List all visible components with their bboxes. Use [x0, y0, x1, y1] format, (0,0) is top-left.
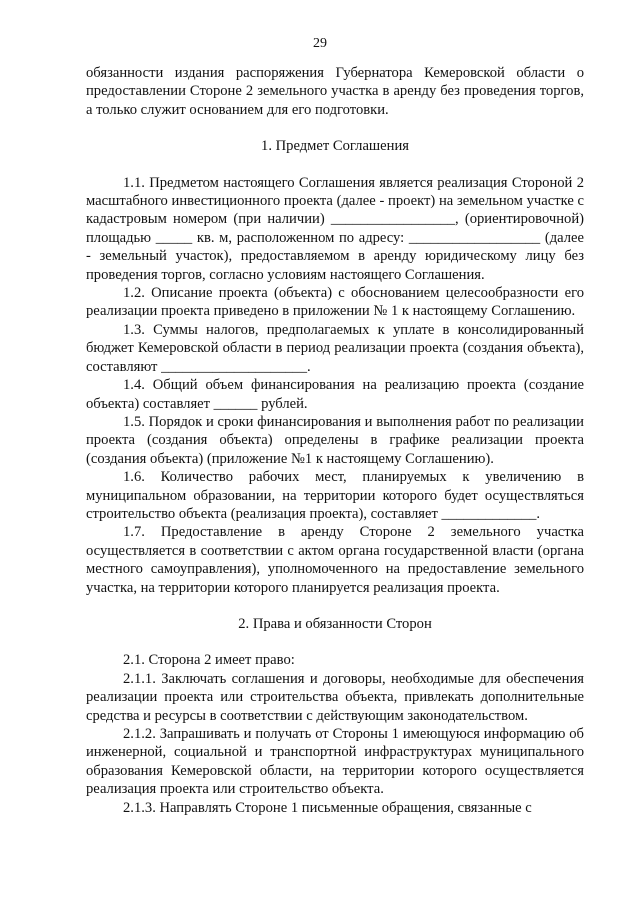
clause-2-1: 2.1. Сторона 2 имеет право:: [123, 652, 295, 669]
clause-1-7: 1.7. Предоставление в аренду Стороне 2 земельного участка осуществляется в соответствии с актом органа государственной власти (органа местного самоуправления), уполномоченного на предоставление земельного участка, на территории которого планируется реализация проекта.: [86, 524, 584, 596]
clause-2-1-3: 2.1.3. Направлять Стороне 1 письменные обращения, связанные с: [123, 799, 532, 816]
page-number: 29: [313, 36, 327, 51]
clause-1-2: 1.2. Описание проекта (объекта) с обоснованием целесообразности его реализации проекта приведено в приложении № 1 к настоящему Соглашению.: [86, 285, 584, 320]
section-2-heading-wrap: [86, 615, 584, 633]
section-1-heading: 1. Предмет Соглашения: [261, 138, 409, 155]
clause-1-1: 1.1. Предметом настоящего Соглашения является реализация Стороной 2 масштабного инвестиционного проекта (далее - проект) на земельном участке с кадастровым номером (при наличии) _________________, (ориентировочной) площадью _____ кв. м, расположенном по адресу: __________________ (далее - земельный участок), предоставляемом в аренду юридическому лицу без проведения торгов, согласно условиям настоящего Соглашения.: [86, 174, 584, 283]
clause-2-1-1: 2.1.1. Заключать соглашения и договоры, необходимые для обеспечения реализации проекта или строительства объекта, привлекать дополнительные средства и ресурсы в соответствии с действующим законодательством.: [86, 670, 584, 724]
clause-1-4: 1.4. Общий объем финансирования на реализацию проекта (создание объекта) составляет ______ рублей.: [86, 377, 584, 412]
section-2-heading: 2. Права и обязанности Сторон: [238, 615, 432, 632]
clause-1-5: 1.5. Порядок и сроки финансирования и выполнения работ по реализации проекта (создания объекта) определены в графике реализации проекта (создания объекта) (приложение №1 к настоящему Соглашению).: [86, 413, 584, 467]
document-body: [86, 64, 584, 817]
clause-2-1-2: 2.1.2. Запрашивать и получать от Стороны 1 имеющуюся информацию об инженерной, социальной и транспортной инфраструктурах муниципального образования Кемеровской области, на территории которого осуществляется реализация проекта или строительство объекта.: [86, 726, 584, 798]
intro-paragraph: обязанности издания распоряжения Губернатора Кемеровской области о предоставлении Стороне 2 земельного участка в аренду без проведения торгов, а только служит основанием для его подготовки.: [86, 65, 584, 118]
section-1-heading-wrap: [86, 137, 584, 155]
clause-1-6: 1.6. Количество рабочих мест, планируемых к увеличению в муниципальном образовании, на территории которого будет осуществляться строительство объекта (реализация проекта), составляет _____________.: [86, 469, 584, 522]
clause-1-3: 1.3. Суммы налогов, предполагаемых к уплате в консолидированный бюджет Кемеровской области в период реализации проекта (создания объекта), составляют ____________________.: [86, 321, 584, 375]
